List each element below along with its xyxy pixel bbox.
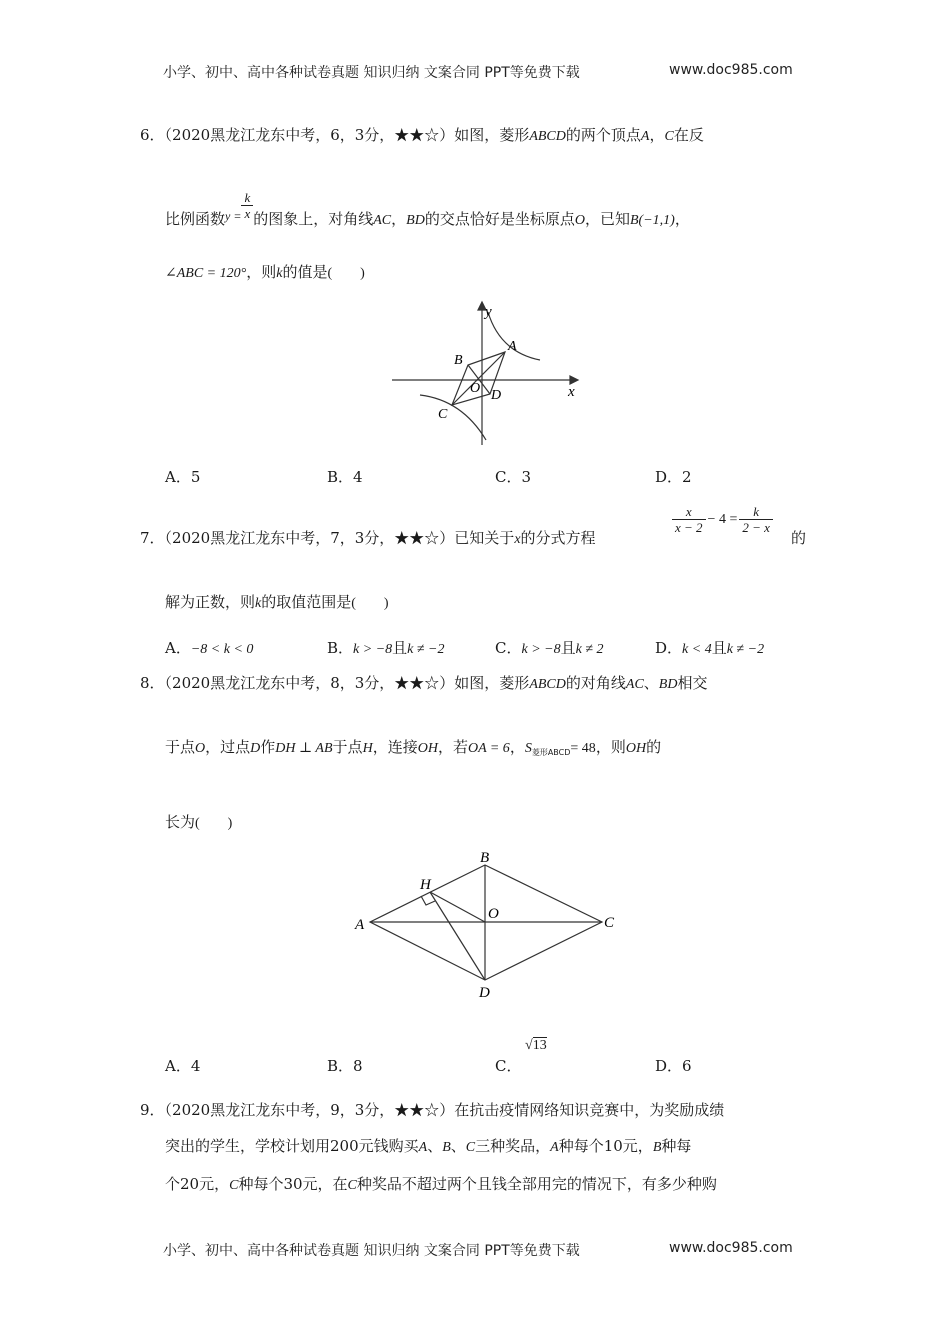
q6-math-o: O [574,213,585,228]
q7-opt-d-val1: k < 4 [682,642,712,657]
q8-math-dh: DH ⊥ AB [275,741,333,756]
q8-option-c[interactable] [495,1055,521,1076]
q8-math-h: H [362,741,373,756]
q7-source: （2020黑龙江龙东中考，7，3分，★★☆）已知关于 [164,529,515,547]
q7-opt-d-and: 且 [711,639,727,657]
q6-answer-blank: ( ) [327,266,365,281]
q6-option-d[interactable]: D．2 [655,468,692,486]
footer-text: 小学、初中、高中各种试卷真题 知识归纳 文案合同 PPT等免费下载 [163,1243,580,1259]
q6-text: ， [391,210,407,228]
q7-text: 的分式方程 [520,529,596,547]
q8-line3 [165,812,232,834]
q6-frac-den: x [244,206,251,221]
q6-frac-num: k [241,190,253,206]
q9-math-b2: B [652,1140,662,1155]
q7-frac2-den: 2 − x [742,520,770,535]
x-axis-arrow [570,376,578,384]
q8-math-s-sub: 菱形ABCD [531,748,571,757]
q8-line2 [165,737,661,763]
q8-option-c-sqrt [525,1038,547,1054]
segment-oh [430,892,485,922]
q9-text: 突出的学生，学校计划用200元钱购买 [165,1137,419,1155]
q6-math-ac: AC [373,213,392,228]
label-x: x [568,384,575,400]
q6-line3 [165,262,365,284]
q7-frac1-den: x − 2 [675,520,703,535]
q8-math-s: S [524,741,532,756]
q7-frac-2 [739,504,773,535]
label-c: C [438,407,448,422]
q7-eq-mid: − 4 = [707,511,738,527]
q7-de: 的 [791,529,807,547]
q7-opt-a-label: A． [165,639,191,657]
q7-opt-b-and: 且 [392,639,408,657]
q6-line1 [140,125,704,147]
q6-text: 的值是 [282,263,328,281]
q6-math-y: y = [225,209,242,223]
label-b: B [454,353,463,368]
q7-frac-1 [672,504,706,535]
q8-text: 相交 [677,674,708,692]
q7-opt-c-val1: k > −8 [521,642,561,657]
q8-math-d: D [250,741,261,756]
q6-math-bd: BD [406,213,425,228]
q6-option-a[interactable]: A．5 [165,468,201,486]
q8-text: ，连接 [372,738,418,756]
q6-math-a: A [640,129,650,144]
q7-math-k: k [255,596,262,611]
label-a: A [508,339,517,354]
label-d: D [479,985,490,1000]
header-url[interactable]: www.doc985.com [669,62,793,78]
q8-opt-c-radicand: 13 [532,1038,547,1053]
q9-math-a2: A [550,1140,559,1155]
q8-option-a[interactable]: A．4 [165,1057,201,1075]
q8-opt-c-label: C． [495,1057,522,1075]
q6-fraction [241,190,253,221]
q6-text: 在反 [673,126,704,144]
q9-number: 9． [140,1101,165,1119]
q7-option-a[interactable] [165,637,253,658]
q8-figure [350,845,625,1000]
label-a: A [355,917,365,933]
q8-number: 8． [140,674,165,692]
q7-number: 7． [140,529,165,547]
q7-option-c[interactable] [495,637,604,658]
q6-text: 的交点恰好是坐标原点 [424,210,575,228]
q8-text: 于点 [332,738,363,756]
q7-opt-d-val2: k ≠ −2 [726,642,765,657]
q6-math-k: k [276,266,283,281]
q7-opt-c-and: 且 [560,639,576,657]
q9-math-a: A [418,1140,428,1155]
q8-math-o: O [195,741,206,756]
q8-answer-blank: ( ) [195,816,233,831]
q6-text: ，已知 [584,210,630,228]
q9-line1 [140,1100,724,1120]
q9-math-c2: C [229,1178,239,1193]
q7-opt-d-label: D． [655,639,683,657]
q9-text: 、 [450,1137,466,1155]
q7-line1 [140,528,596,550]
q9-line3 [165,1174,717,1196]
q8-math-abcd: ABCD [529,677,566,692]
q9-text: 、 [427,1137,443,1155]
q7-line2 [165,592,389,614]
sqrt-symbol: √ [525,1038,533,1053]
q9-math-c: C [465,1140,476,1155]
q6-math-b: B(−1,1) [629,213,675,228]
q6-line2 [165,190,690,231]
q9-text: 三种奖品， [475,1137,551,1155]
q6-text: ， [674,210,690,228]
q7-opt-c-val2: k ≠ 2 [575,642,604,657]
header-text: 小学、初中、高中各种试卷真题 知识归纳 文案合同 PPT等免费下载 [163,65,580,81]
q9-text: 种每个10元， [558,1137,653,1155]
q9-text: 种每个30元，在 [238,1175,348,1193]
q6-number: 6． [140,126,165,144]
q6-option-c[interactable]: C．3 [495,468,532,486]
q6-text: ，则 [246,263,277,281]
q8-text: ，过点 [205,738,251,756]
q6-text: ， [649,126,665,144]
q9-text: （2020黑龙江龙东中考，9，3分，★★☆）在抗击疫情网络知识竞赛中，为奖励成绩 [164,1101,725,1119]
q9-math-c3: C [347,1178,357,1193]
q8-option-b[interactable]: B．8 [327,1057,363,1075]
q7-text: 解为正数，则 [165,593,256,611]
q7-opt-b-label: B． [327,639,354,657]
q7-math-x: x [514,532,521,547]
q9-math-b: B [442,1140,451,1155]
label-d: D [491,388,502,403]
q8-math-s-val: = 48 [570,741,596,756]
q8-text: 的对角线 [565,674,626,692]
q9-text: 种奖品不超过两个且钱全部用完的情况下，有多少种购 [356,1175,717,1193]
q8-math-oh: OH [417,741,438,756]
q8-source: （2020黑龙江龙东中考，8，3分，★★☆）如图，菱形 [164,674,530,692]
q9-line2 [165,1136,691,1158]
label-o: O [470,381,481,396]
q8-text: 长为 [165,813,196,831]
q9-text: 个20元， [165,1175,230,1193]
label-y: y [485,304,492,320]
label-o: O [488,906,499,922]
q6-text: 比例函数 [165,210,226,228]
q7-frac1-num: x [672,504,706,520]
q8-text: ，则 [595,738,626,756]
q8-line1 [140,673,707,695]
q6-math-c: C [664,129,674,144]
q7-opt-a-val: −8 < k < 0 [190,642,254,657]
q8-text: 的 [646,738,662,756]
q7-opt-b-val1: k > −8 [353,642,393,657]
q8-math-oh2: OH [625,741,647,756]
q7-frac2-num: k [739,504,773,520]
q6-text: 的两个顶点 [565,126,641,144]
q9-text: 种每 [661,1137,692,1155]
q7-answer-blank: ( ) [351,596,389,611]
q8-text: ，若 [437,738,468,756]
q6-math-abcd: ABCD [529,129,566,144]
q8-math-oa: OA = 6 [467,741,510,756]
q6-math-angle: ∠ABC = 120° [165,266,247,281]
q7-text: 的取值范围是 [261,593,352,611]
q8-option-d[interactable]: D．6 [655,1057,692,1075]
q7-equation [672,504,773,535]
footer-url[interactable]: www.doc985.com [669,1240,793,1256]
q8-text: ， [509,738,525,756]
q6-text: 的图象上，对角线 [253,210,374,228]
label-h: H [420,877,431,893]
q8-text: 于点 [165,738,196,756]
q7-opt-b-val2: k ≠ −2 [407,642,445,657]
q8-math-ac: AC [625,677,644,692]
label-c: C [604,915,615,931]
q8-text: 、 [643,674,659,692]
q7-option-b[interactable] [327,637,445,658]
q7-option-d[interactable] [655,637,764,658]
q6-option-b[interactable]: B．4 [327,468,363,486]
q8-math-bd: BD [658,677,678,692]
label-b: B [480,850,490,866]
q6-source: （2020黑龙江龙东中考，6，3分，★★☆）如图，菱形 [164,126,530,144]
q6-figure [390,300,590,450]
q7-opt-c-label: C． [495,639,522,657]
q8-text: 作 [260,738,276,756]
